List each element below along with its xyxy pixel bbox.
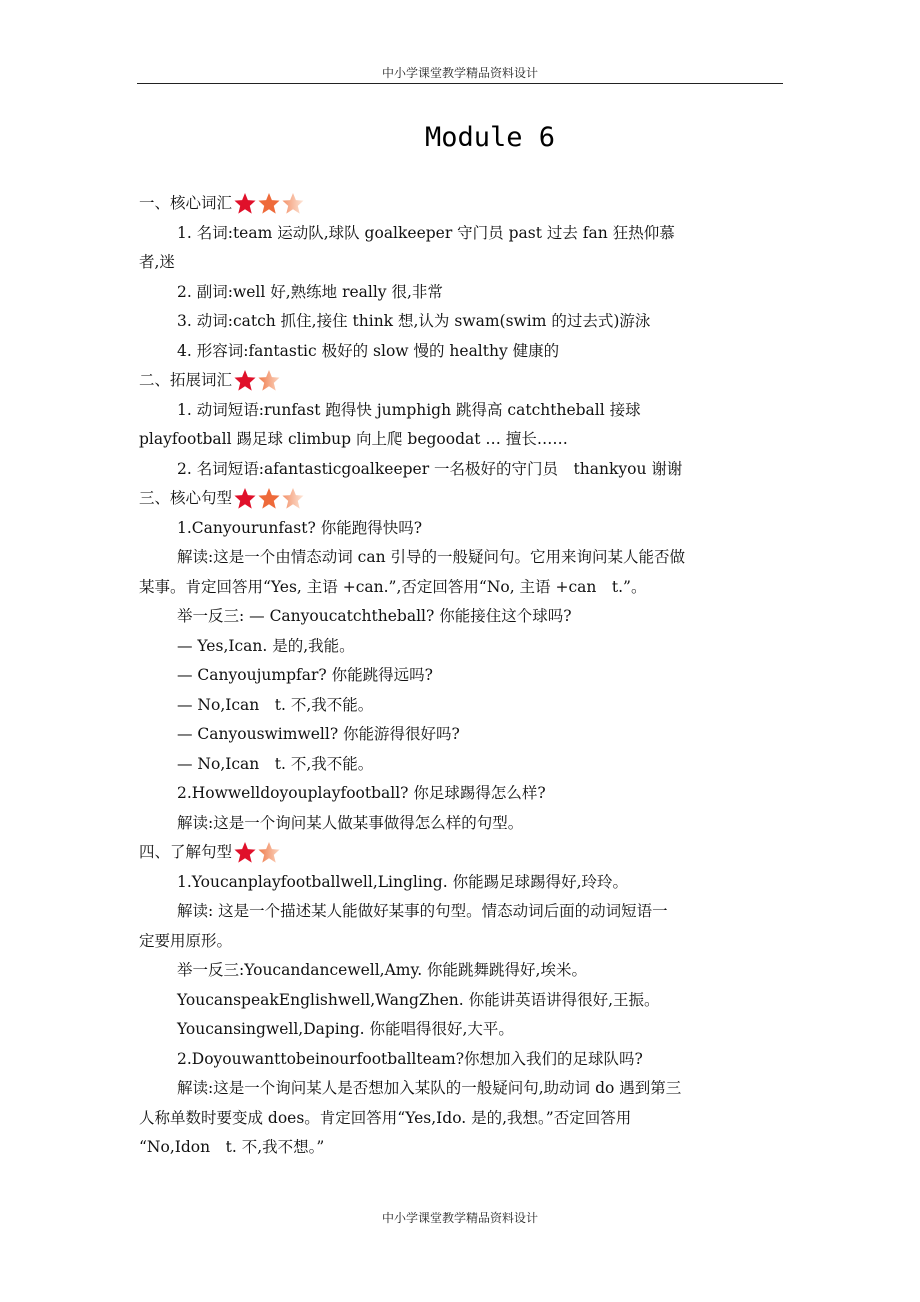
text-line: — Canyouswimwell? 你能游得很好吗? xyxy=(177,725,460,743)
text-line: 解读: 这是一个描述某人能做好某事的句型。情态动词后面的动词短语一 xyxy=(177,902,668,920)
star-icon-full xyxy=(233,192,257,215)
star-icon-mid xyxy=(257,192,281,215)
star-icon-full xyxy=(233,369,257,392)
page-header: 中小学课堂教学精品资料设计 xyxy=(381,66,538,80)
star-rating xyxy=(233,841,281,864)
star-rating xyxy=(233,192,305,215)
text-line: — Canyoujumpfar? 你能跳得远吗? xyxy=(177,666,433,684)
text-line: — No,Ican t. 不,我不能。 xyxy=(177,754,374,773)
text-line: 4. 形容词:fantastic 极好的 slow 慢的 healthy 健康的 xyxy=(177,341,560,360)
star-icon-mid xyxy=(257,487,281,510)
text-line: 1. 动词短语:runfast 跑得快 jumphigh 跳得高 catchtheball 接球 xyxy=(177,400,641,419)
section-heading-understand-sentences xyxy=(139,838,784,868)
header-rule xyxy=(137,83,783,84)
section-heading-text: 二、拓展词汇 xyxy=(139,371,233,389)
section-heading-text: 一、核心词汇 xyxy=(139,194,233,212)
star-icon-light xyxy=(257,841,281,864)
star-icon-light xyxy=(281,487,305,510)
text-line: 3. 动词:catch 抓住,接住 think 想,认为 swam(swim 的过去式)游泳 xyxy=(177,312,651,330)
text-line: 人称单数时要变成 does。肯定回答用“Yes,Ido. 是的,我想。”否定回答用 xyxy=(139,1108,632,1127)
text-line: 2. 副词:well 好,熟练地 really 很,非常 xyxy=(177,282,443,301)
section-heading-extended-vocab xyxy=(139,366,784,396)
section-heading-core-vocab xyxy=(139,189,784,219)
text-line: Youcansingwell,Daping. 你能唱得很好,大平。 xyxy=(177,1020,514,1038)
text-line: 定要用原形。 xyxy=(139,931,233,950)
document-body xyxy=(139,189,784,1163)
section-heading-text: 三、核心句型 xyxy=(139,489,233,507)
text-line: 1. 名词:team 运动队,球队 goalkeeper 守门员 past 过去 fan 狂热仰慕 xyxy=(177,223,675,242)
star-icon-light xyxy=(257,369,281,392)
star-icon-full xyxy=(233,841,257,864)
text-line: — No,Ican t. 不,我不能。 xyxy=(177,695,374,714)
text-line: 举一反三:Youcandancewell,Amy. 你能跳舞跳得好,埃米。 xyxy=(177,961,587,979)
text-line: “No,Idon t. 不,我不想。” xyxy=(139,1138,325,1156)
star-icon-light xyxy=(281,192,305,215)
text-line: 2.Doyouwanttobeinourfootballteam?你想加入我们的足球队吗? xyxy=(177,1049,643,1068)
star-rating xyxy=(233,487,305,510)
text-line: 者,迷 xyxy=(139,253,175,271)
text-line: — Yes,Ican. 是的,我能。 xyxy=(177,636,355,655)
page-footer: 中小学课堂教学精品资料设计 xyxy=(381,1211,538,1225)
text-line: 2. 名词短语:afantasticgoalkeeper 一名极好的守门员 thankyou 谢谢 xyxy=(177,459,683,478)
text-line: playfootball 踢足球 climbup 向上爬 begoodat … 擅长…… xyxy=(139,430,568,448)
text-line: 2.Howwelldoyouplayfootball? 你足球踢得怎么样? xyxy=(177,784,546,802)
text-line: YoucanspeakEnglishwell,WangZhen. 你能讲英语讲得很好,王振。 xyxy=(177,990,660,1009)
text-line: 举一反三: — Canyoucatchtheball? 你能接住这个球吗? xyxy=(177,607,572,625)
text-line: 解读:这是一个询问某人是否想加入某队的一般疑问句,助动词 do 遇到第三 xyxy=(177,1079,682,1097)
star-rating xyxy=(233,369,281,392)
text-line: 解读:这是一个由情态动词 can 引导的一般疑问句。它用来询问某人能否做 xyxy=(177,548,685,566)
text-line: 1.Canyourunfast? 你能跑得快吗? xyxy=(177,518,423,537)
text-line: 1.Youcanplayfootballwell,Lingling. 你能踢足球踢得好,玲玲。 xyxy=(177,872,629,891)
page-title: Module 6 xyxy=(424,122,556,153)
section-heading-core-sentences xyxy=(139,484,784,514)
section-heading-text: 四、了解句型 xyxy=(139,843,233,861)
star-icon-full xyxy=(233,487,257,510)
text-line: 解读:这是一个询问某人做某事做得怎么样的句型。 xyxy=(177,813,524,832)
text-line: 某事。肯定回答用“Yes, 主语 +can.”,否定回答用“No, 主语 +can t.”。 xyxy=(139,577,647,596)
